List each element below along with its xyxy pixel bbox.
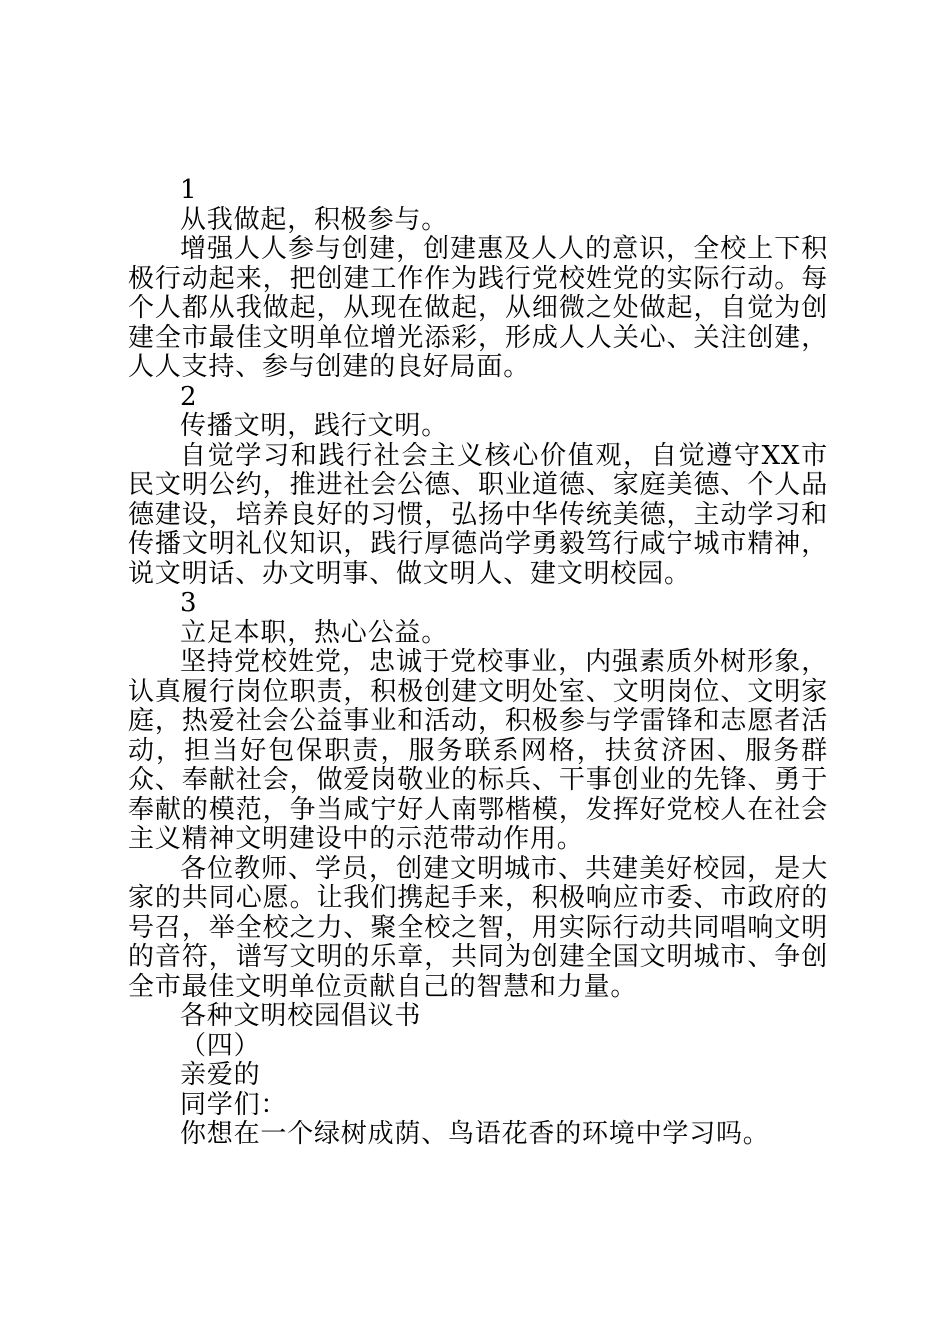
section-number: 1: [180, 175, 198, 205]
body-paragraph: 你想在一个绿树成荫、鸟语花香的环境中学习吗。: [180, 1119, 770, 1149]
section-heading: 从我做起，积极参与。: [180, 204, 449, 235]
document-subtitle: （四）: [180, 1030, 261, 1061]
salutation-line: 亲爱的: [180, 1060, 261, 1090]
section-number: 3: [180, 588, 198, 618]
salutation-line: 同学们：: [180, 1089, 288, 1120]
body-paragraph: 自觉学习和践行社会主义核心价值观，自觉遵守XX市民文明公约，推进社会公德、职业道德、家庭美德、个人品德建设，培养良好的习惯，弘扬中华传统美德，主动学习和传播文明礼仪知识，践行厚德尚学勇毅笃行咸宁城市精神，说文明话、办文明事、做文明人、建文明校园。: [128, 440, 828, 589]
body-paragraph: 增强人人参与创建，创建惠及人人的意识，全校上下积极行动起来，把创建工作作为践行党校姓党的实际行动。每个人都从我做起，从现在做起，从细微之处做起，自觉为创建全市最佳文明单位增光添彩，形成人人关心、关注创建，人人支持、参与创建的良好局面。: [128, 234, 828, 382]
document-title: 各种文明校园倡议书: [180, 1001, 422, 1031]
document-body: [128, 176, 828, 1150]
section-heading: 立足本职，热心公益。: [180, 617, 449, 648]
section-number: 2: [180, 381, 198, 412]
body-paragraph: 坚持党校姓党，忠诚于党校事业，内强素质外树形象，认真履行岗位职责，积极创建文明处室、文明岗位、文明家庭，热爱社会公益事业和活动，积极参与学雷锋和志愿者活动，担当好包保职责，服务联系网格，扶贫济困、服务群众、奉献社会，做爱岗敬业的标兵、干事创业的先锋、勇于奉献的模范，争当咸宁好人南鄂楷模，发挥好党校人在社会主义精神文明建设中的示范带动作用。: [128, 647, 828, 854]
section-heading: 传播文明，践行文明。: [180, 411, 449, 441]
body-paragraph: 各位教师、学员，创建文明城市、共建美好校园，是大家的共同心愿。让我们携起手来，积极响应市委、市政府的号召，举全校之力、聚全校之智，用实际行动共同唱响文明的音符，谱写文明的乐章，共同为创建全国文明城市、争创全市最佳文明单位贡献自己的智慧和力量。: [128, 853, 828, 1002]
